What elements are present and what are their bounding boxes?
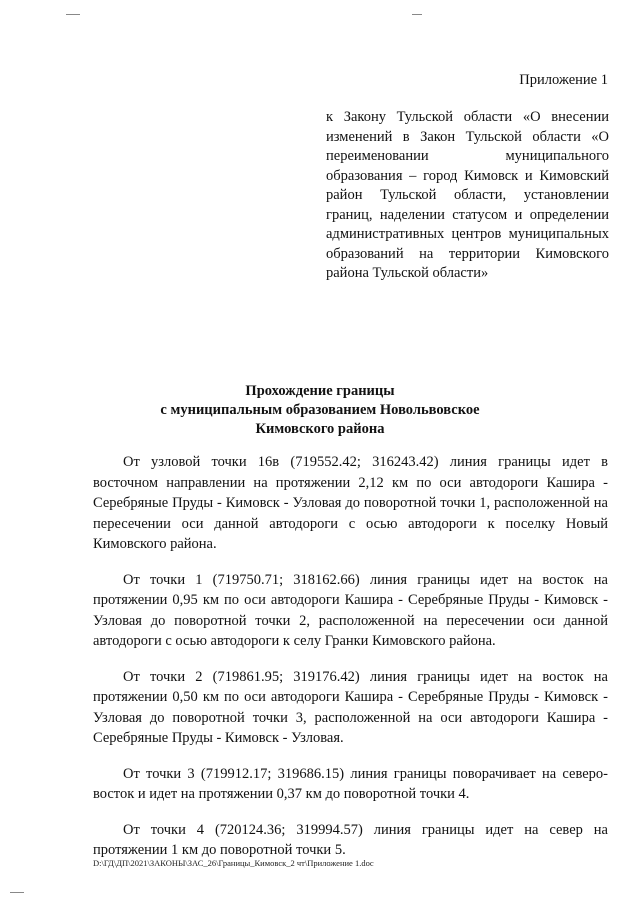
paragraph-2: От точки 1 (719750.71; 318162.66) линия границы идет на восток на протяжении 0,95 км по оси автодороги Кашира - Серебряные Пруды - Кимовск - Узловая до поворотной точки 2, расположенной на пересечении оси данной автодороги с осью автодороги к селу Гранки Кимовского района.: [93, 571, 608, 649]
law-reference: к Закону Тульской области «О внесении изменений в Закон Тульской области «О переименовании муниципального образования – город Кимовск и Кимовский район Тульской области, установлении границ, наделении статусом и определении административных центров муниципальных образований на территории Кимовского района Тульской области»: [326, 109, 609, 281]
title-line-3: Кимовского района: [255, 421, 385, 437]
paragraph-1: От узловой точки 16в (719552.42; 316243.42) линия границы идет в восточном направлении на протяжении 2,12 км по оси автодороги Кашира - Серебряные Пруды - Кимовск - Узловая до поворотной точки 1, расположенной на пересечении оси данной автодороги с осью автодороги к поселку Новый Кимовского района.: [93, 454, 608, 552]
paragraph-4: От точки 3 (719912.17; 319686.15) линия границы поворачивает на северо-восток и идет на протяжении 0,37 км до поворотной точки 4.: [93, 765, 608, 802]
paragraph-3: От точки 2 (719861.95; 319176.42) линия границы идет на восток на протяжении 0,50 км по оси автодороги Кашира - Серебряные Пруды - Кимовск - Узловая до поворотной точки 3, расположенной на оси автодороги Кашира - Серебряные Пруды - Кимовск - Узловая.: [93, 668, 608, 746]
scan-artifact-bottom: [10, 892, 24, 893]
title-line-1: Прохождение границы: [245, 383, 395, 399]
appendix-label: Приложение 1: [519, 72, 608, 88]
file-path-footer: D:\ГД\ДП\2021\ЗАКОНЫ\ЗАС_26\Границы_Кимовск_2 чт\Приложение 1.doc: [93, 858, 374, 868]
scan-artifact-top: [66, 14, 80, 15]
section-title: [90, 382, 550, 439]
paragraph-5: От точки 4 (720124.36; 319994.57) линия границы идет на север на протяжении 1 км до поворотной точки 5.: [93, 821, 608, 858]
boundary-description: [93, 452, 608, 876]
scan-artifact-top-right: [412, 14, 422, 15]
title-line-2: с муниципальным образованием Новольвовское: [160, 402, 480, 418]
